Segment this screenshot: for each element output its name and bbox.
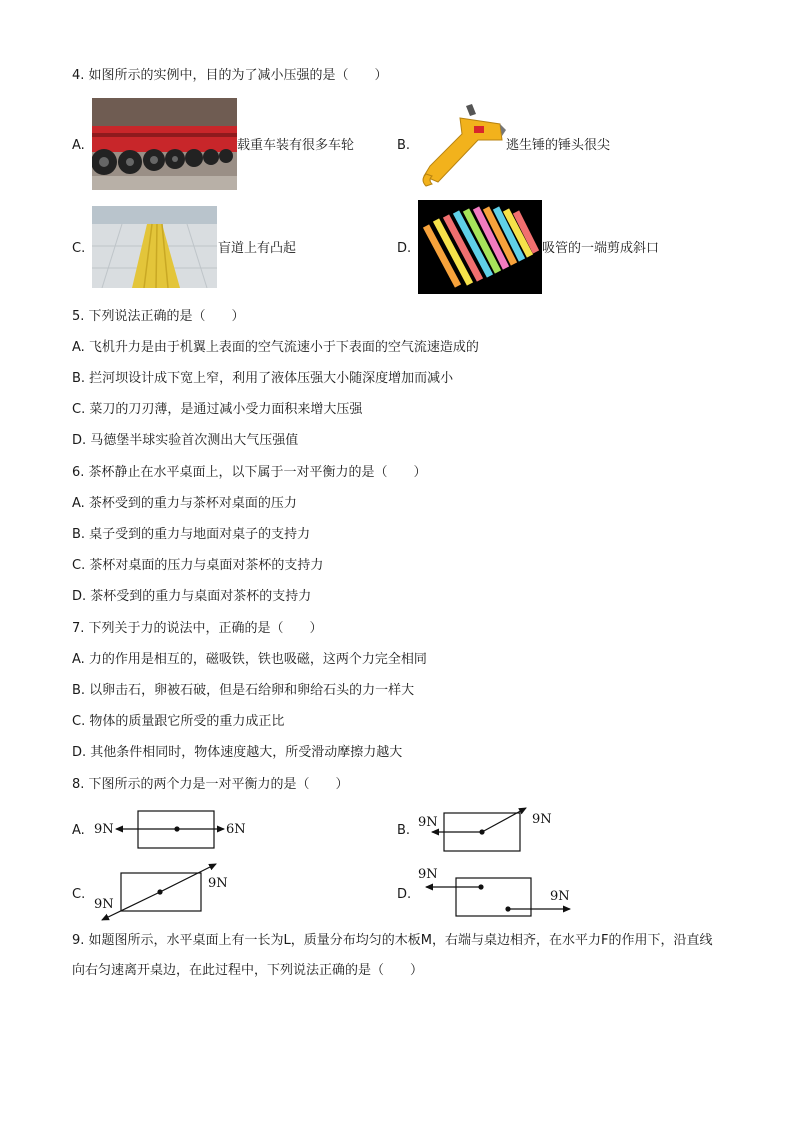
q7-option-d: D. 其他条件相同时，物体速度越大，所受滑动摩擦力越大 — [72, 745, 403, 760]
q8-option-b-letter: B. — [397, 823, 411, 838]
q8-diagram-c — [88, 860, 258, 924]
q8-c-label-1: 9N — [208, 876, 228, 891]
q6-option-d: D. 茶杯受到的重力与桌面对茶杯的支持力 — [72, 589, 312, 604]
q8-b-label-2: 9N — [532, 812, 552, 827]
q6-option-a: A. 茶杯受到的重力与茶杯对桌面的压力 — [72, 496, 297, 511]
q4-option-d-letter: D. — [397, 241, 412, 256]
q8-diagram-a — [88, 805, 258, 855]
q7-option-b: B. 以卵击石，卵被石破，但是石给卵和卵给石头的力一样大 — [72, 683, 415, 698]
q7-stem: 7. 下列关于力的说法中，正确的是（ ） — [72, 621, 323, 636]
q4-option-a-text: 载重车装有很多车轮 — [237, 138, 355, 153]
q6-option-c: C. 茶杯对桌面的压力与桌面对茶杯的支持力 — [72, 558, 324, 573]
q6-stem: 6. 茶杯静止在水平桌面上，以下属于一对平衡力的是（ ） — [72, 465, 427, 480]
q8-stem: 8. 下图所示的两个力是一对平衡力的是（ ） — [72, 777, 349, 792]
q5-option-d: D. 马德堡半球实验首次测出大气压强值 — [72, 433, 299, 448]
q6-option-b: B. 桌子受到的重力与地面对桌子的支持力 — [72, 527, 311, 542]
q8-a-left-label: 9N — [94, 822, 114, 837]
q4-option-a-image-trucks — [92, 98, 237, 190]
q4-option-b-text: 逃生锤的锤头很尖 — [506, 138, 611, 153]
q4-option-b-letter: B. — [397, 138, 411, 153]
q8-d-label-1: 9N — [418, 867, 438, 882]
q9-stem: 9. 如题图所示，水平桌面上有一长为L，质量分布均匀的木板M，右端与桌边相齐，在水平力F的作用下，沿直线向右匀速离开桌边，在此过程中，下列说法正确的是（ ） — [72, 933, 713, 978]
q7-option-a: A. 力的作用是相互的，磁吸铁，铁也吸磁，这两个力完全相同 — [72, 652, 427, 667]
q8-a-right-label: 6N — [226, 822, 246, 837]
q8-c-label-2: 9N — [94, 897, 114, 912]
q8-diagram-b — [412, 805, 572, 855]
q7-option-c: C. 物体的质量跟它所受的重力成正比 — [72, 714, 285, 729]
q4-stem: 4. 如图所示的实例中，目的为了减小压强的是（ ） — [72, 68, 388, 83]
q8-option-a-letter: A. — [72, 823, 85, 838]
q8-diagram-d — [412, 860, 582, 924]
q8-option-d-letter: D. — [397, 887, 412, 902]
q8-b-label-1: 9N — [418, 815, 438, 830]
q5-stem: 5. 下列说法正确的是（ ） — [72, 309, 245, 324]
q8-option-c-letter: C. — [72, 887, 86, 902]
q5-option-b: B. 拦河坝设计成下宽上窄，利用了液体压强大小随深度增加而减小 — [72, 371, 454, 386]
q8-d-box — [456, 878, 531, 916]
q4-option-d-image-straws — [418, 200, 542, 294]
q4-option-d-text: 吸管的一端剪成斜口 — [542, 241, 660, 256]
q4-option-c-image-blind-path — [92, 206, 217, 288]
q5-option-a: A. 飞机升力是由于机翼上表面的空气流速小于下表面的空气流速造成的 — [72, 340, 479, 355]
q4-option-c-text: 盲道上有凸起 — [218, 241, 297, 256]
q5-option-c: C. 菜刀的刀刃薄，是通过减小受力面积来增大压强 — [72, 402, 363, 417]
q4-option-a-letter: A. — [72, 138, 85, 153]
q4-option-c-letter: C. — [72, 241, 86, 256]
q8-d-label-2: 9N — [550, 889, 570, 904]
q4-option-b-image-escape-hammer — [416, 100, 506, 188]
